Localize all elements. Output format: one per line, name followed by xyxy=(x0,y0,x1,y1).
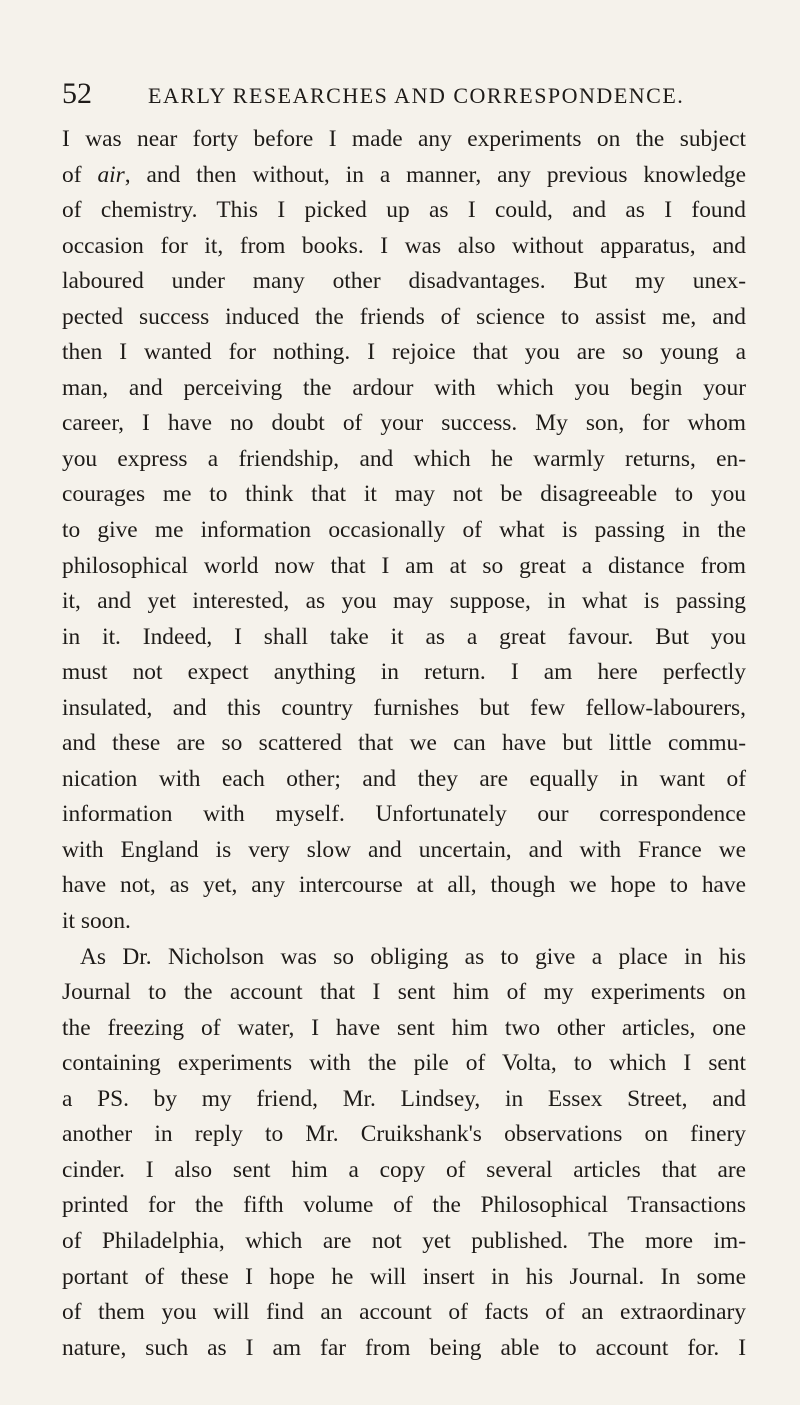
text-line: of them you will find an account of facts of an extraordinary xyxy=(62,1299,746,1326)
text-line: insulated, and this country furnishes but few fellow-labourers, xyxy=(62,694,746,721)
text-fragment: , and then without, in a manner, any previous knowledge xyxy=(124,161,746,188)
text-line: I was near forty before I made any experiments on the subject xyxy=(62,126,746,152)
text-line: of Philadelphia, which are not yet published. The more im- xyxy=(62,1227,746,1254)
text-line: laboured under many other disadvantages. But my unex- xyxy=(62,268,746,295)
paragraph-end-line: it soon. xyxy=(62,908,131,935)
text-line: then I wanted for nothing. I rejoice that you are so young a xyxy=(62,339,746,366)
text-line: nature, such as I am far from being able to account for. I xyxy=(62,1334,746,1361)
body-text xyxy=(62,122,746,1366)
text-line: Journal to the account that I sent him of my experiments on xyxy=(62,979,746,1006)
text-line: portant of these I hope he will insert in his Journal. In some xyxy=(62,1263,746,1290)
text-line: with England is very slow and uncertain, and with France we xyxy=(62,836,746,863)
text-line: printed for the fifth volume of the Philosophical Transactions xyxy=(62,1192,746,1219)
text-line: it, and yet interested, as you may suppose, in what is passing xyxy=(62,588,746,615)
text-line: the freezing of water, I have sent him two other articles, one xyxy=(62,1014,746,1041)
page-number: 52 xyxy=(62,77,92,110)
text-line: must not expect anything in return. I am here perfectly xyxy=(62,659,746,686)
italic-word: air xyxy=(97,161,125,188)
running-head xyxy=(62,74,742,114)
text-line: you express a friendship, and which he warmly returns, en- xyxy=(62,445,746,472)
text-line: nication with each other; and they are equally in want of xyxy=(62,765,746,792)
text-line: courages me to think that it may not be disagreeable to you xyxy=(62,481,746,508)
text-line: in it. Indeed, I shall take it as a great favour. But you xyxy=(62,623,746,650)
text-line: of chemistry. This I picked up as I could, and as I found xyxy=(62,197,746,224)
text-line: philosophical world now that I am at so great a distance from xyxy=(62,552,746,579)
text-line: cinder. I also sent him a copy of several articles that are xyxy=(62,1156,746,1183)
text-line: containing experiments with the pile of Volta, to which I sent xyxy=(62,1050,746,1077)
text-line: information with myself. Unfortunately our correspondence xyxy=(62,801,746,828)
text-line: and these are so scattered that we can have but little commu- xyxy=(62,730,746,757)
text-line: to give me information occasionally of what is passing in the xyxy=(62,517,746,544)
paragraph-start-line: As Dr. Nicholson was so obliging as to give a place in his xyxy=(80,943,746,970)
text-line: occasion for it, from books. I was also without apparatus, and xyxy=(62,232,746,259)
text-line: have not, as yet, any intercourse at all, though we hope to have xyxy=(62,872,746,899)
text-line: career, I have no doubt of your success. My son, for whom xyxy=(62,410,746,437)
text-line: a PS. by my friend, Mr. Lindsey, in Essex Street, and xyxy=(62,1085,746,1112)
text-line: another in reply to Mr. Cruikshank's observations on finery xyxy=(62,1121,746,1148)
text-line xyxy=(62,158,746,194)
text-fragment: of xyxy=(62,161,98,188)
text-line: pected success induced the friends of science to assist me, and xyxy=(62,303,746,330)
text-line: man, and perceiving the ardour with which you begin your xyxy=(62,374,746,401)
running-head-title: EARLY RESEARCHES AND CORRESPONDENCE. xyxy=(148,83,685,108)
